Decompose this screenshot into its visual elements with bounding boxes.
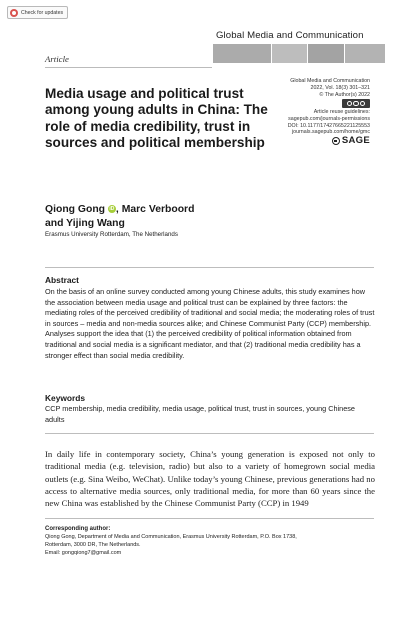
article-type-divider — [45, 67, 212, 68]
creative-commons-icon[interactable] — [342, 99, 370, 108]
article-meta — [255, 78, 370, 148]
abstract-text: On the basis of an online survey conducted among young Chinese adults, this study examines how the association between media usage and political trust can be explained by three factors: the mediating roles of the perceived credibility of traditional and social media; the moderating roles of trust in sources – media and non-media sources alike; and Chinese Communist Party (CCP) membership. Analyses support the idea that (1) the perceived credibility of political information obtained from traditional and social media is a significant mediator, and that (2) traditional media credibility has a stronger effect than social media credibility. — [45, 287, 375, 360]
author-name: and Yijing Wang — [45, 217, 125, 229]
update-check-icon — [10, 9, 18, 17]
author-name: Qiong Gong — [45, 204, 106, 215]
meta-journal: Global Media and Communication — [290, 78, 370, 84]
meta-reuse-link[interactable]: sagepub.com/journals-permissions — [288, 115, 370, 122]
meta-doi[interactable]: DOI: 10.1177/17427665221125553 — [287, 122, 370, 129]
corresponding-author-email[interactable]: Email: gongqiong7@gmail.com — [45, 550, 122, 557]
author-affiliation: Erasmus University Rotterdam, The Netherlands — [45, 231, 178, 238]
journal-header-bar — [213, 44, 385, 63]
abstract-heading: Abstract — [45, 275, 79, 285]
header-bar-block — [213, 44, 271, 63]
sage-logo — [332, 134, 370, 146]
keywords-text: CCP membership, media credibility, media usage, political trust, trust in sources, young Chinese adults — [45, 404, 355, 424]
meta-journal-link[interactable]: journals.sagepub.com/home/gmc — [291, 129, 370, 136]
sage-logo-icon — [332, 137, 340, 145]
header-bar-block — [308, 44, 344, 63]
sage-logo-text: SAGE — [341, 134, 370, 146]
check-for-updates-label: Check for updates — [21, 9, 64, 16]
article-type: Article — [45, 54, 69, 64]
article-title: Media usage and political trust among young adults in China: The role of media credibility, trust in sources and political membership — [45, 86, 268, 150]
body-paragraph: In daily life in contemporary society, China’s young generation is exposed not only to traditional media (e.g. television, radio) but also to a variety of homegrown social media outlets (e.g. Sina Weibo, WeChat). Unlike today’s young Chinese, previous generations had no access to alternative media sources, only traditional media, for more than 60 years since the new China was established by the Chinese Communist Party (CCP) in 1949 — [45, 449, 375, 509]
author-name: , Marc Verboord — [115, 204, 195, 215]
abstract-top-divider — [45, 267, 374, 268]
meta-volume: 2022, Vol. 18(3) 301–321 — [310, 84, 370, 91]
author-list — [45, 203, 245, 230]
header-bar-block — [272, 44, 307, 63]
orcid-icon[interactable]: iD — [109, 206, 115, 212]
corresponding-author-city: Rotterdam, 3000 DR, The Netherlands. — [45, 542, 141, 549]
corresponding-author-heading: Corresponding author: — [45, 526, 111, 532]
meta-copyright: © The Author(s) 2022 — [319, 91, 370, 98]
keywords-heading: Keywords — [45, 393, 86, 403]
check-for-updates-badge[interactable] — [7, 6, 68, 19]
corresponding-author — [45, 525, 380, 557]
header-bar-block — [345, 44, 385, 63]
meta-reuse-label: Article reuse guidelines: — [313, 108, 370, 115]
keywords-bottom-divider — [45, 433, 374, 434]
footnote-divider — [45, 518, 374, 519]
journal-name: Global Media and Communication — [216, 30, 364, 41]
corresponding-author-address: Qiong Gong, Department of Media and Communication, Erasmus University Rotterdam, P.O. Box 1738, — [45, 534, 297, 541]
